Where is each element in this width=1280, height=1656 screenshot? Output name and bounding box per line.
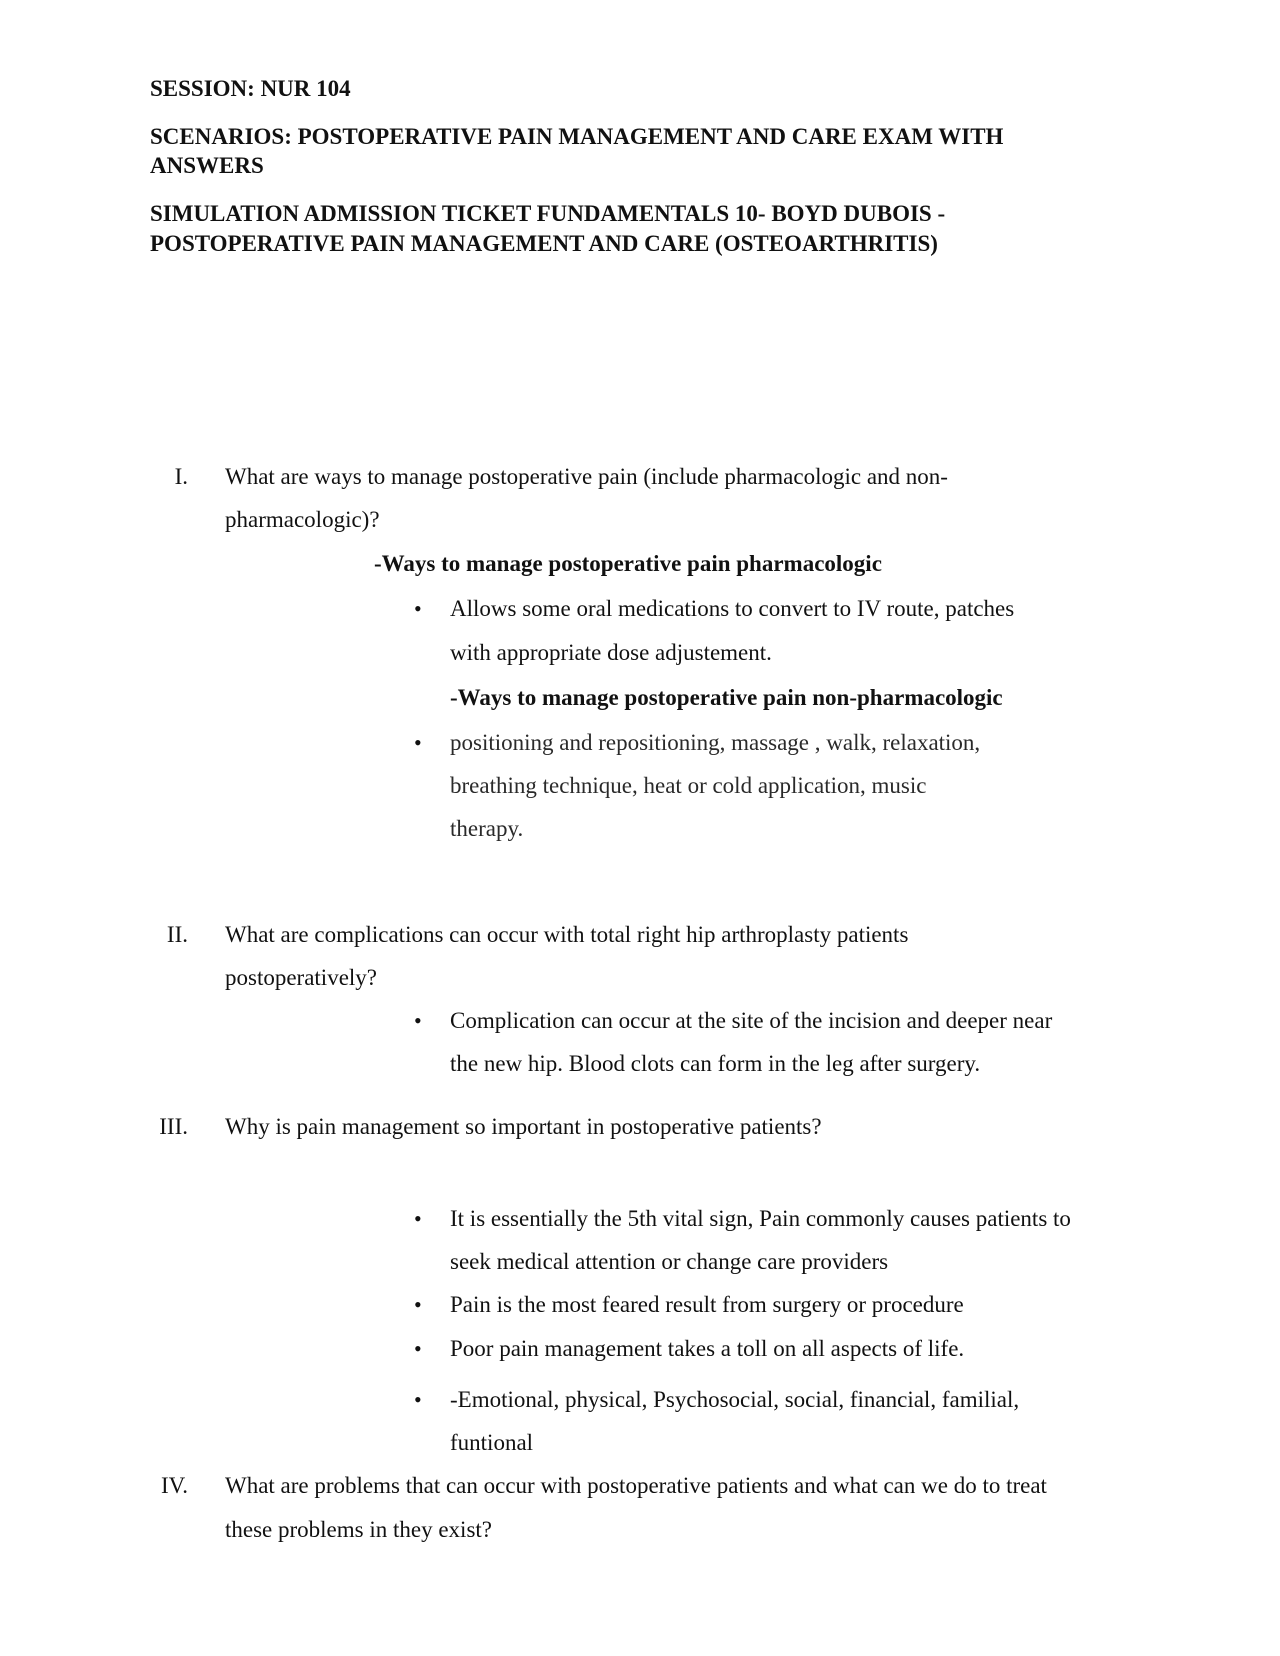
question-3-bullet4-line1: -Emotional, physical, Psychosocial, social, financial, familial, [450, 1387, 1020, 1412]
question-1-numeral: I. [174, 464, 188, 489]
non-pharmacologic-answer-line2: breathing technique, heat or cold application, music [450, 773, 927, 798]
bullet-icon: • [414, 730, 422, 755]
question-4-text-line2: these problems in they exist? [225, 1517, 492, 1542]
non-pharmacologic-heading: -Ways to manage postoperative pain non-pharmacologic [450, 685, 1003, 710]
non-pharmacologic-answer-line1: positioning and repositioning, massage , walk, relaxation, [450, 730, 981, 755]
question-1-text-line2: pharmacologic)? [225, 507, 380, 532]
scenarios-heading-line2: ANSWERS [150, 153, 264, 178]
bullet-icon: • [414, 1008, 422, 1033]
pharmacologic-answer-line2: with appropriate dose adjustement. [450, 640, 772, 665]
session-heading: SESSION: NUR 104 [150, 76, 351, 101]
simulation-heading-line1: SIMULATION ADMISSION TICKET FUNDAMENTALS 10- BOYD DUBOIS - [150, 201, 946, 226]
question-2-text-line2: postoperatively? [225, 965, 378, 990]
pharmacologic-heading: -Ways to manage postoperative pain pharmacologic [374, 551, 882, 576]
question-2-numeral: II. [166, 922, 188, 947]
question-2-text-line1: What are complications can occur with total right hip arthroplasty patients [225, 922, 909, 947]
question-2-answer-line2: the new hip. Blood clots can form in the leg after surgery. [450, 1051, 981, 1076]
pharmacologic-answer-line1: Allows some oral medications to convert to IV route, patches [450, 596, 1015, 621]
question-3-bullet2: Pain is the most feared result from surgery or procedure [450, 1292, 964, 1317]
question-4-numeral: IV. [160, 1473, 188, 1498]
bullet-icon: • [414, 596, 422, 621]
question-4-text-line1: What are problems that can occur with postoperative patients and what can we do to treat [225, 1473, 1047, 1498]
bullet-icon: • [414, 1387, 422, 1412]
non-pharmacologic-answer-line3: therapy. [450, 816, 524, 841]
question-2-answer-line1: Complication can occur at the site of the incision and deeper near [450, 1008, 1053, 1033]
bullet-icon: • [414, 1292, 422, 1317]
question-3-bullet3: Poor pain management takes a toll on all aspects of life. [450, 1336, 965, 1361]
question-3-bullet1-line1: It is essentially the 5th vital sign, Pain commonly causes patients to [450, 1206, 1071, 1231]
question-1-text-line1: What are ways to manage postoperative pain (include pharmacologic and non- [225, 464, 948, 489]
bullet-icon: • [414, 1206, 422, 1231]
bullet-icon: • [414, 1336, 422, 1361]
simulation-heading-line2: POSTOPERATIVE PAIN MANAGEMENT AND CARE (OSTEOARTHRITIS) [150, 231, 938, 256]
question-3-numeral: III. [159, 1114, 188, 1139]
question-3-bullet1-line2: seek medical attention or change care providers [450, 1249, 889, 1274]
question-3-bullet4-line2: funtional [450, 1430, 534, 1455]
question-3-text: Why is pain management so important in postoperative patients? [225, 1114, 822, 1139]
scenarios-heading-line1: SCENARIOS: POSTOPERATIVE PAIN MANAGEMENT AND CARE EXAM WITH [150, 124, 1004, 149]
